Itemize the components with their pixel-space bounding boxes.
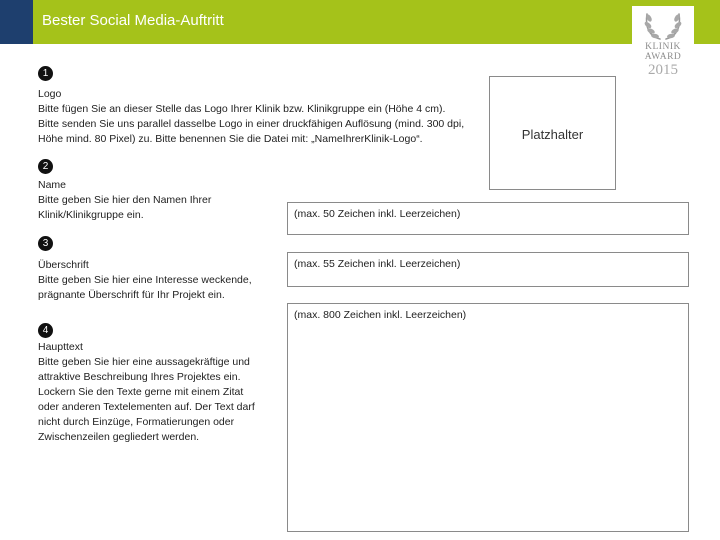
- instruction-line: Höhe mind. 80 Pixel) zu. Bitte benennen Sie die Datei mit: „NameIhrerKlinik-Logo“.: [38, 133, 423, 145]
- character-limit-hint: (max. 800 Zeichen inkl. Leerzeichen): [294, 309, 467, 321]
- name-input-box[interactable]: [287, 202, 689, 235]
- award-year: 2015: [648, 62, 678, 78]
- name-instructions: [38, 178, 278, 223]
- instruction-line: Bitte geben Sie hier den Namen Ihrer: [38, 194, 212, 206]
- header-accent: [0, 0, 33, 44]
- headline-input-box[interactable]: [287, 252, 689, 287]
- laurel-wreath-icon: [640, 8, 686, 42]
- page-title: Bester Social Media-Auftritt: [42, 12, 224, 29]
- instruction-line: Lockern Sie den Texte gerne mit einem Zitat: [38, 386, 244, 398]
- section-title: Haupttext: [38, 341, 83, 353]
- header-bar: [0, 0, 720, 44]
- award-logo: [632, 6, 694, 90]
- section-title: Name: [38, 179, 67, 191]
- section-title: Überschrift: [38, 259, 89, 271]
- character-limit-hint: (max. 55 Zeichen inkl. Leerzeichen): [294, 258, 461, 270]
- logo-instructions: [38, 87, 488, 147]
- character-limit-hint: (max. 50 Zeichen inkl. Leerzeichen): [294, 208, 461, 220]
- instruction-line: Bitte geben Sie hier eine Interesse weckende,: [38, 274, 252, 286]
- instruction-line: Bitte senden Sie uns parallel dasselbe Logo in einer druckfähigen Auflösung (mind. 300 dpi,: [38, 118, 465, 130]
- instruction-line: attraktive Beschreibung Ihres Projektes ein.: [38, 371, 241, 383]
- section-number-badge: 3: [38, 236, 53, 251]
- award-label-line2: AWARD: [644, 52, 682, 62]
- body-text-input-box[interactable]: [287, 303, 689, 532]
- instruction-line: Bitte fügen Sie an dieser Stelle das Logo Ihrer Klinik bzw. Klinikgruppe ein (Höhe 4 cm).: [38, 103, 446, 115]
- body-instructions: [38, 340, 283, 445]
- placeholder-label: Platzhalter: [521, 127, 584, 142]
- section-number-badge: 2: [38, 159, 53, 174]
- instruction-line: Bitte geben Sie hier eine aussagekräftige und: [38, 356, 250, 368]
- section-number-badge: 4: [38, 323, 53, 338]
- award-label-line1: KLINIK: [645, 42, 681, 52]
- instruction-line: nicht durch Einzüge, Formatierungen oder: [38, 416, 235, 428]
- logo-placeholder-box[interactable]: [489, 76, 616, 190]
- section-number-badge: 1: [38, 66, 53, 81]
- instruction-line: Zwischenzeilen gegliedert werden.: [38, 431, 200, 443]
- instruction-line: oder anderen Textelementen auf. Der Text darf: [38, 401, 255, 413]
- section-title: Logo: [38, 88, 62, 100]
- instruction-line: Klinik/Klinikgruppe ein.: [38, 209, 144, 221]
- headline-instructions: [38, 258, 283, 303]
- instruction-line: prägnante Überschrift für Ihr Projekt ein.: [38, 289, 225, 301]
